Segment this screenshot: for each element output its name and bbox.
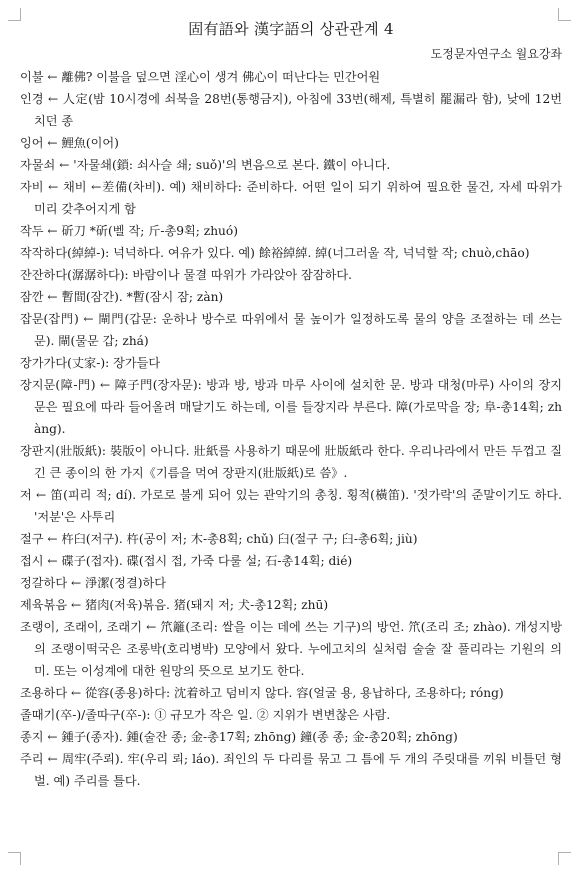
entry-paragraph: 장가가다(丈家-): 장가들다 — [20, 356, 161, 370]
entry-paragraph: 인경 ← 人定(밤 10시경에 쇠북을 28번(통행금지), 아침에 33번(해제, 특별히 罷漏라 함), 낮에 12번 치던 종 — [20, 92, 562, 128]
entry-paragraph: 잡문(잡門) ← 閘門(갑문: 운하나 방수로 따위에서 물 높이가 일정하도록 물의 양을 조절하는 데 쓰는 문). 閘(물문 갑; zhá) — [20, 312, 562, 348]
entry-paragraph: 조랭이, 조래이, 조래기 ← 笊籬(조리: 쌀을 이는 데에 쓰는 기구)의 방언. 笊(조리 조; zhào). 개성지방의 조랭이떡국은 조롱박(호리병박) 모양에서 왔다. 누에고치의 실처럼 술술 잘 풀리라는 기원의 의미. 또는 이성계에 대한 원망의 뜻으로 보기도 한다. — [20, 620, 562, 678]
entry-paragraph: 자물쇠 ← '자물쇄(鎖: 쇠사슬 쇄; suǒ)'의 변음으로 본다. 鐵이 아니다. — [20, 158, 391, 172]
entry-paragraph: 장지문(障-門) ← 障子門(장자문): 방과 방, 방과 마루 사이에 설치한 문. 방과 대청(마루) 사이의 장지문은 필요에 따라 들어올려 매달기도 하는데, 이를 들장지라 부른다. 障(가로막을 장; 阜-총14획; zhàng). — [20, 378, 562, 436]
entry-paragraph: 졸때기(卒-)/졸따구(卒-): ① 규모가 작은 일. ② 지위가 변변찮은 사람. — [20, 708, 391, 722]
entry-paragraph: 이불 ← 離佛? 이불을 덮으면 淫心이 생겨 佛心이 떠난다는 민간어원 — [20, 70, 381, 84]
entry-paragraph: 제육볶음 ← 猪肉(저육)볶음. 猪(돼지 저; 犬-총12획; zhū) — [20, 598, 329, 612]
entry-paragraph: 정갈하다 ← 淨潔(정결)하다 — [20, 576, 167, 590]
page-corner-mark — [558, 852, 571, 865]
page-title: 固有語와 漢字語의 상관관계 4 — [188, 20, 394, 38]
entry-paragraph: 조용하다 ← 從容(종용)하다: 沈着하고 덤비지 않다. 容(얼굴 용, 용납하다, 조용하다; róng) — [20, 686, 504, 700]
entry-paragraph: 작작하다(綽綽-): 넉넉하다. 여유가 있다. 예) 餘裕綽綽. 綽(너그러울 작, 넉넉할 작; chuò,chāo) — [20, 246, 530, 260]
entry-paragraph: 주리 ← 周牢(주뢰). 牢(우리 뢰; láo). 죄인의 두 다리를 묶고 그 틈에 두 개의 주릿대를 끼워 비틀던 형벌. 예) 주리를 틀다. — [20, 752, 562, 788]
entry-paragraph: 장판지(壯版紙): 裝版이 아니다. 壯紙를 사용하기 때문에 壯版紙라 한다. 우리나라에서 만든 두껍고 질긴 큰 종이의 한 가지《기름을 먹여 장판지(壯版紙)로 씀》. — [20, 444, 562, 480]
entry-paragraph: 잠깐 ← 暫間(잠간). *暫(잠시 잠; zàn) — [20, 290, 224, 304]
entry-paragraph: 접시 ← 碟子(접자). 碟(접시 접, 가죽 다룰 설; 石-총14획; dié) — [20, 554, 353, 568]
byline: 도정문자연구소 월요강좌 — [430, 47, 562, 61]
entry-paragraph: 잔잔하다(潺潺하다): 바람이나 물결 따위가 가라앉아 잠잠하다. — [20, 268, 353, 282]
entry-paragraph: 잉어 ← 鯉魚(이어) — [20, 136, 119, 150]
entry-paragraph: 절구 ← 杵臼(저구). 杵(공이 저; 木-총8획; chǔ) 臼(절구 구; 臼-총6획; jiù) — [20, 532, 418, 546]
entry-list — [20, 66, 562, 792]
entry-paragraph: 저 ← 笛(피리 적; dí). 가로로 불게 되어 있는 관악기의 총칭. 횡적(橫笛). '젓가락'의 준말이기도 하다. '저분'은 사투리 — [20, 488, 562, 524]
entry-paragraph: 작두 ← 斫刀 *斫(벨 작; 斤-총9획; zhuó) — [20, 224, 238, 238]
entry-paragraph: 종지 ← 鍾子(종자). 鍾(술잔 종; 金-총17획; zhōng) 鐘(종 종; 金-총20획; zhōng) — [20, 730, 458, 744]
page-corner-mark — [8, 852, 21, 865]
document-page — [20, 18, 562, 792]
entry-paragraph: 자비 ← 채비 ←差備(차비). 예) 채비하다: 준비하다. 어떤 일이 되기 위하여 필요한 물건, 자세 따위가 미리 갖추어지게 함 — [20, 180, 562, 216]
